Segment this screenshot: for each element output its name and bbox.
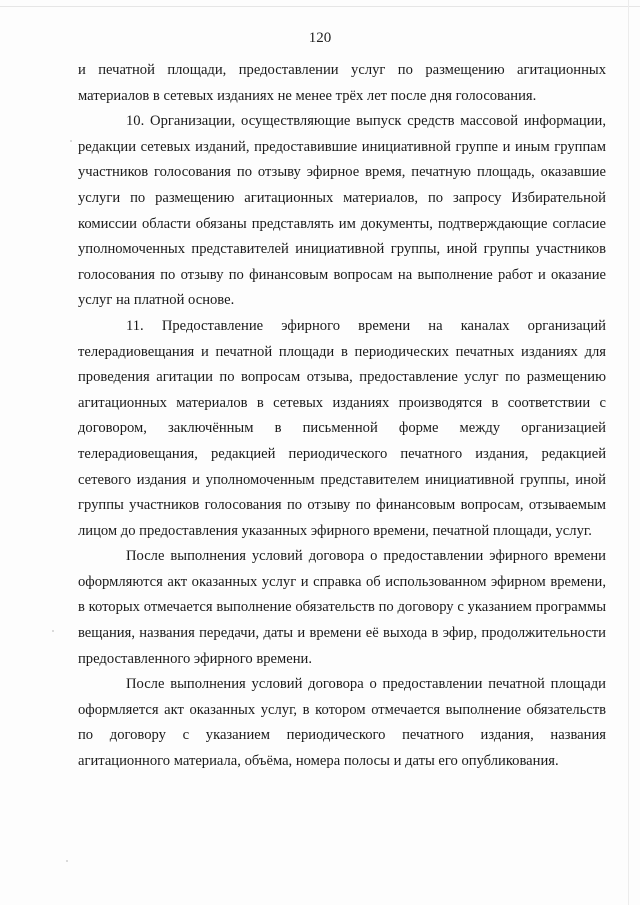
scan-speck	[66, 860, 68, 862]
paragraph-broadcast-act: После выполнения условий договора о предоставлении эфирного времени оформляются акт оказанных услуг и справка об использованном эфирном времени, в которых отмечается выполнение обязательств по договору с указанием программы вещания, названия передачи, даты и времени её выхода в эфир, продолжительности предоставленного эфирного времени.	[78, 548, 606, 667]
paragraph-print-act: После выполнения условий договора о предоставлении печатной площади оформляется акт оказанных услуг, в котором отмечается выполнение обязательств по договору с указанием периодического печатного издания, названия агитационного материала, объёма, номера полосы и даты его опубликования.	[78, 676, 606, 770]
page-number: 120	[308, 30, 332, 46]
paragraph-item-11: 11. Предоставление эфирного времени на каналах организаций телерадиовещания и печатной площади в периодических печатных изданиях для проведения агитации по вопросам отзыва, предоставление услуг по размещению агитационных материалов в сетевых изданиях производятся в соответствии с договором, заключённым в письменной форме между организацией телерадиовещания, редакцией периодического печатного издания, редакцией сетевого издания и уполномоченным представителем инициативной группы, иной группы участников голосования по отзыву по финансовым вопросам, отзываемым лицом до предоставления указанных эфирного времени, печатной площади, услуг.	[78, 317, 606, 539]
scan-right-edge	[628, 0, 629, 905]
body-text	[78, 58, 606, 775]
scan-top-edge	[0, 6, 640, 7]
scan-speck	[52, 630, 54, 632]
paragraph-continuation: и печатной площади, предоставлении услуг по размещению агитационных материалов в сетевых изданиях не менее трёх лет после дня голосования.	[78, 62, 606, 104]
paragraph-item-10: 10. Организации, осуществляющие выпуск средств массовой информации, редакции сетевых изданий, предоставившие инициативной группе и иным группам участников голосования по отзыву эфирное время, печатную площадь, оказавшие услуги по размещению агитационных материалов, по запросу Избирательной комиссии области обязаны представлять им документы, подтверждающие согласие уполномоченных представителей инициативной группы, иной группы участников голосования по отзыву по финансовым вопросам на выполнение работ и оказание услуг на платной основе.	[78, 113, 606, 309]
scan-speck	[70, 140, 72, 142]
